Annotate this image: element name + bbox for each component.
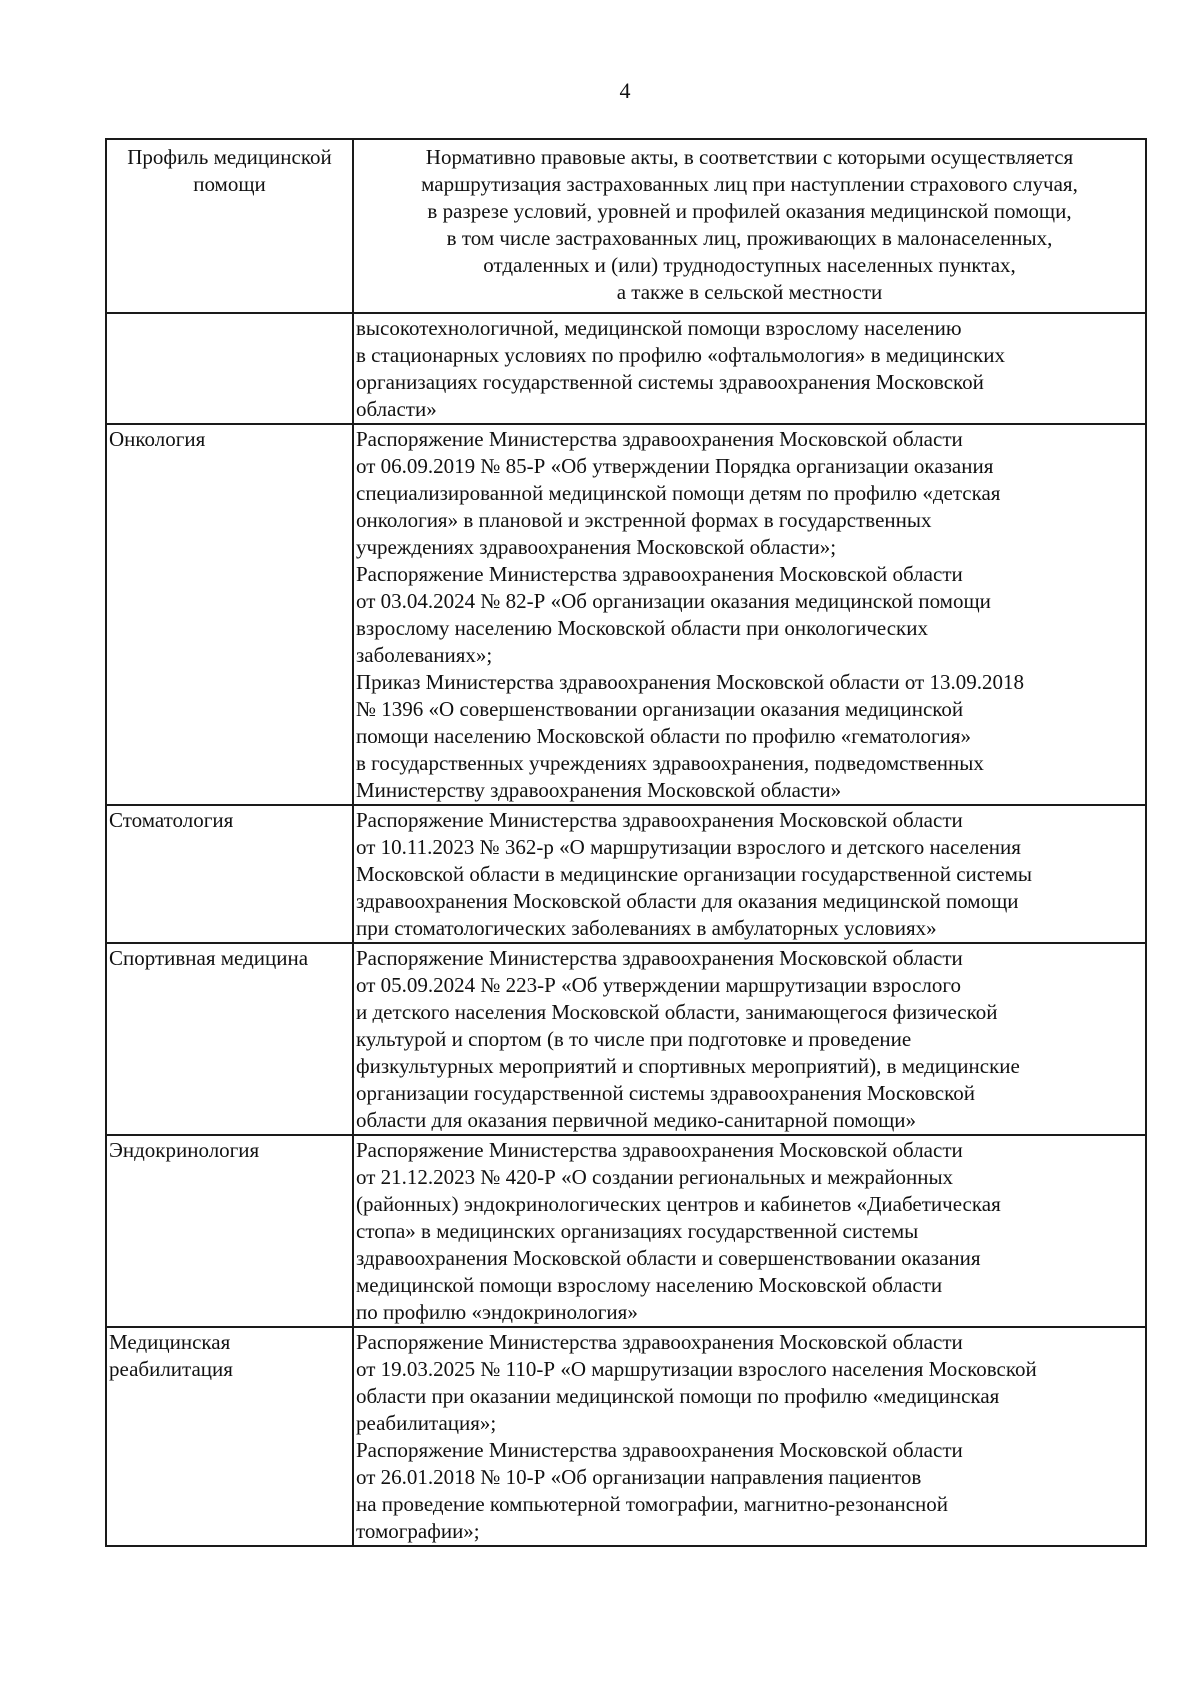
profile-name: реабилитация bbox=[109, 1357, 233, 1381]
acts-line: Распоряжение Министерства здравоохранения Московской области bbox=[356, 808, 963, 832]
header-acts-line: а также в сельской местности bbox=[616, 280, 883, 304]
profile-name: Медицинская bbox=[109, 1330, 231, 1354]
acts-line: в государственных учреждениях здравоохранения, подведомственных bbox=[356, 751, 984, 775]
acts-line: Распоряжение Министерства здравоохранения Московской области bbox=[356, 1438, 963, 1462]
acts-line: № 1396 «О совершенствовании организации оказания медицинской bbox=[356, 697, 964, 721]
header-acts-line: в разрезе условий, уровней и профилей оказания медицинской помощи, bbox=[427, 199, 1072, 223]
acts-line: Распоряжение Министерства здравоохранения Московской области bbox=[356, 1330, 963, 1354]
acts-line: онкология» в плановой и экстренной формах в государственных bbox=[356, 508, 932, 532]
acts-line: по профилю «эндокринология» bbox=[356, 1300, 638, 1324]
profile-cell bbox=[106, 1135, 353, 1327]
acts-cell bbox=[353, 943, 1146, 1135]
acts-line: Московской области в медицинские организации государственной системы bbox=[356, 862, 1032, 886]
acts-line: Распоряжение Министерства здравоохранения Московской области bbox=[356, 562, 963, 586]
acts-line: здравоохранения Московской области для оказания медицинской помощи bbox=[356, 889, 1019, 913]
header-profile-line: Профиль медицинской bbox=[127, 145, 332, 169]
header-acts-line: Нормативно правовые акты, в соответствии с которыми осуществляется bbox=[425, 145, 1074, 169]
acts-line: от 21.12.2023 № 420-Р «О создании региональных и межрайонных bbox=[356, 1165, 954, 1189]
acts-line: высокотехнологичной, медицинской помощи взрослому населению bbox=[356, 316, 962, 340]
acts-line: Распоряжение Министерства здравоохранения Московской области bbox=[356, 427, 963, 451]
profile-name: Стоматология bbox=[109, 808, 234, 832]
profile-cell bbox=[106, 424, 353, 805]
table-row bbox=[106, 1135, 1146, 1327]
table-row bbox=[106, 1327, 1146, 1546]
header-profile-line: помощи bbox=[193, 172, 266, 196]
acts-line: области при оказании медицинской помощи по профилю «медицинская bbox=[356, 1384, 1000, 1408]
acts-line: взрослому населению Московской области при онкологических bbox=[356, 616, 928, 640]
acts-line: и детского населения Московской области, занимающегося физической bbox=[356, 1000, 998, 1024]
header-acts-line: в том числе застрахованных лиц, проживающих в малонаселенных, bbox=[446, 226, 1053, 250]
acts-line: организациях государственной системы здравоохранения Московской bbox=[356, 370, 984, 394]
acts-line: от 26.01.2018 № 10-Р «Об организации направления пациентов bbox=[356, 1465, 922, 1489]
acts-cell bbox=[353, 1327, 1146, 1546]
acts-line: заболеваниях»; bbox=[356, 643, 493, 667]
table-row bbox=[106, 424, 1146, 805]
profile-name: Онкология bbox=[109, 427, 206, 451]
acts-line: физкультурных мероприятий и спортивных мероприятий), в медицинские bbox=[356, 1054, 1020, 1078]
header-acts-line: маршрутизация застрахованных лиц при наступлении страхового случая, bbox=[421, 172, 1078, 196]
acts-line: от 10.11.2023 № 362-р «О маршрутизации взрослого и детского населения bbox=[356, 835, 1021, 859]
acts-line: при стоматологических заболеваниях в амбулаторных условиях» bbox=[356, 916, 937, 940]
acts-line: специализированной медицинской помощи детям по профилю «детская bbox=[356, 481, 1001, 505]
profile-cell bbox=[106, 313, 353, 424]
acts-line: Приказ Министерства здравоохранения Московской области от 13.09.2018 bbox=[356, 670, 1024, 694]
acts-line: на проведение компьютерной томографии, магнитно-резонансной bbox=[356, 1492, 949, 1516]
table-row bbox=[106, 943, 1146, 1135]
profile-name: Спортивная медицина bbox=[109, 946, 309, 970]
acts-line: от 06.09.2019 № 85-Р «Об утверждении Порядка организации оказания bbox=[356, 454, 994, 478]
acts-line: от 19.03.2025 № 110-Р «О маршрутизации взрослого населения Московской bbox=[356, 1357, 1037, 1381]
acts-cell bbox=[353, 805, 1146, 943]
table-header-row bbox=[106, 139, 1146, 313]
table-row bbox=[106, 805, 1146, 943]
acts-line: Министерству здравоохранения Московской области» bbox=[356, 778, 842, 802]
acts-line: области» bbox=[356, 397, 437, 421]
acts-line: от 03.04.2024 № 82-Р «Об организации оказания медицинской помощи bbox=[356, 589, 991, 613]
acts-line: культурой и спортом (в то числе при подготовке и проведение bbox=[356, 1027, 912, 1051]
acts-line: области для оказания первичной медико-санитарной помощи» bbox=[356, 1108, 917, 1132]
acts-line: в стационарных условиях по профилю «офтальмология» в медицинских bbox=[356, 343, 1005, 367]
profile-cell bbox=[106, 805, 353, 943]
routing-table bbox=[105, 138, 1147, 1547]
acts-line: помощи населению Московской области по профилю «гематология» bbox=[356, 724, 971, 748]
profile-cell bbox=[106, 1327, 353, 1546]
profile-cell bbox=[106, 943, 353, 1135]
acts-line: реабилитация»; bbox=[356, 1411, 497, 1435]
header-acts bbox=[353, 139, 1146, 313]
acts-line: медицинской помощи взрослому населению Московской области bbox=[356, 1273, 943, 1297]
acts-line: Распоряжение Министерства здравоохранения Московской области bbox=[356, 1138, 963, 1162]
acts-line: стопа» в медицинских организациях государственной системы bbox=[356, 1219, 919, 1243]
acts-line: (районных) эндокринологических центров и кабинетов «Диабетическая bbox=[356, 1192, 1001, 1216]
acts-line: организации государственной системы здравоохранения Московской bbox=[356, 1081, 975, 1105]
acts-line: от 05.09.2024 № 223-Р «Об утверждении маршрутизации взрослого bbox=[356, 973, 961, 997]
table-row bbox=[106, 313, 1146, 424]
page-number: 4 bbox=[619, 78, 631, 103]
acts-cell bbox=[353, 313, 1146, 424]
acts-cell bbox=[353, 424, 1146, 805]
profile-name: Эндокринология bbox=[109, 1138, 260, 1162]
header-acts-line: отдаленных и (или) труднодоступных населенных пунктах, bbox=[483, 253, 1016, 277]
acts-cell bbox=[353, 1135, 1146, 1327]
acts-line: учреждениях здравоохранения Московской области»; bbox=[356, 535, 837, 559]
acts-line: Распоряжение Министерства здравоохранения Московской области bbox=[356, 946, 963, 970]
acts-line: здравоохранения Московской области и совершенствовании оказания bbox=[356, 1246, 981, 1270]
acts-line: томографии»; bbox=[356, 1519, 480, 1543]
header-profile bbox=[106, 139, 353, 313]
